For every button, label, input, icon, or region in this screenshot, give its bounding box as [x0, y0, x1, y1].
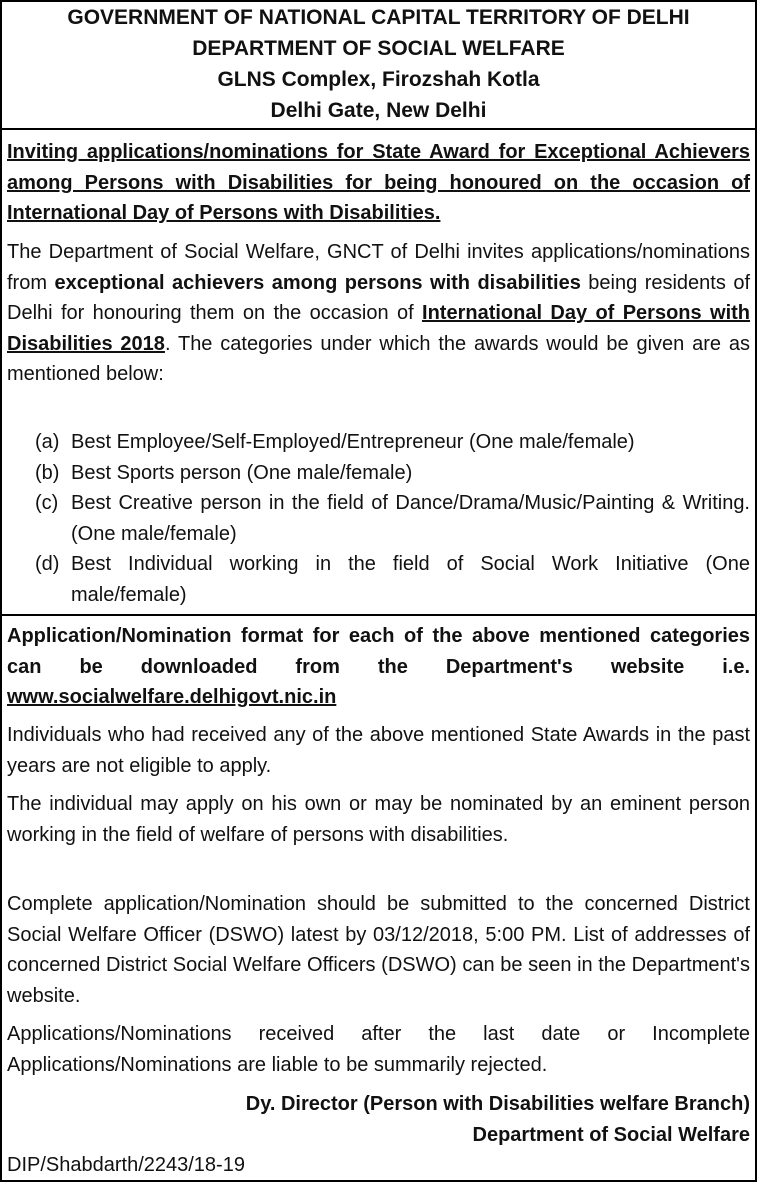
list-item — [7, 427, 750, 458]
category-label: (c) — [35, 492, 59, 514]
category-text: Best Individual working in the field of Social Work Initiative (One male/female) — [71, 553, 750, 606]
list-item — [7, 488, 750, 549]
intro-text-1: The Department of Social Welfare, GNCT of Delhi invites applications/nominations from — [7, 241, 750, 294]
header-government: GOVERNMENT OF NATIONAL CAPITAL TERRITORY OF DELHI — [67, 6, 690, 29]
signatory-block — [7, 1089, 750, 1150]
signatory-department: Department of Social Welfare — [472, 1123, 750, 1146]
intro-highlight: exceptional achievers among persons with disabilities — [54, 271, 581, 294]
format-notice-text: Application/Nomination format for each of the above mentioned categories can be downloaded from the Department's website i.e. — [7, 625, 750, 678]
header-divider — [2, 128, 755, 130]
category-label: (d) — [35, 553, 60, 575]
notice-header — [2, 2, 755, 126]
notice-subject: Inviting applications/nominations for State Award for Exceptional Achievers among Persons with Disabilities for being honoured on the occasion of International Day of Persons with Disabilities. — [7, 141, 750, 224]
category-text: Best Sports person (One male/female) — [71, 461, 413, 484]
category-label: (a) — [35, 431, 60, 453]
department-website-link[interactable]: www.socialwelfare.delhigovt.nic.in — [7, 686, 337, 708]
submission-paragraph: Complete application/Nomination should be submitted to the concerned District Social Welfare Officer (DSWO) latest by 03/12/2018, 5:00 PM. List of addresses of concerned District Social Welfare Officers (DSWO) can be seen in the Department's website. — [7, 893, 750, 1007]
nomination-paragraph: The individual may apply on his own or may be nominated by an eminent person working in the field of welfare of persons with disabilities. — [7, 793, 750, 846]
category-text: Best Creative person in the field of Dance/Drama/Music/Painting & Writing. (One male/female) — [71, 492, 750, 545]
category-text: Best Employee/Self-Employed/Entrepreneur (One male/female) — [71, 431, 635, 453]
reference-number: DIP/Shabdarth/2243/18-19 — [7, 1154, 245, 1176]
intro-paragraph — [7, 237, 750, 390]
section-divider — [2, 614, 755, 616]
list-item — [7, 458, 750, 489]
category-label: (b) — [35, 461, 60, 484]
signatory-designation: Dy. Director (Person with Disabilities welfare Branch) — [245, 1093, 750, 1115]
header-address-line2: Delhi Gate, New Delhi — [270, 99, 487, 122]
rejection-paragraph: Applications/Nominations received after the last date or Incomplete Applications/Nominations are liable to be summarily rejected. — [7, 1023, 750, 1076]
event-name: International Day of Persons with Disabilities 2018 — [7, 302, 751, 355]
award-categories-list — [7, 427, 750, 610]
header-address-line1: GLNS Complex, Firozshah Kotla — [217, 68, 540, 91]
eligibility-paragraph: Individuals who had received any of the above mentioned State Awards in the past years are not eligible to apply. — [7, 724, 750, 777]
list-item — [7, 549, 750, 610]
intro-text-2: being residents of Delhi for honouring them on the occasion of — [7, 271, 750, 324]
format-notice — [7, 621, 750, 713]
intro-text-3: . The categories under which the awards would be given are as mentioned below: — [7, 332, 750, 385]
header-department: DEPARTMENT OF SOCIAL WELFARE — [192, 37, 565, 60]
